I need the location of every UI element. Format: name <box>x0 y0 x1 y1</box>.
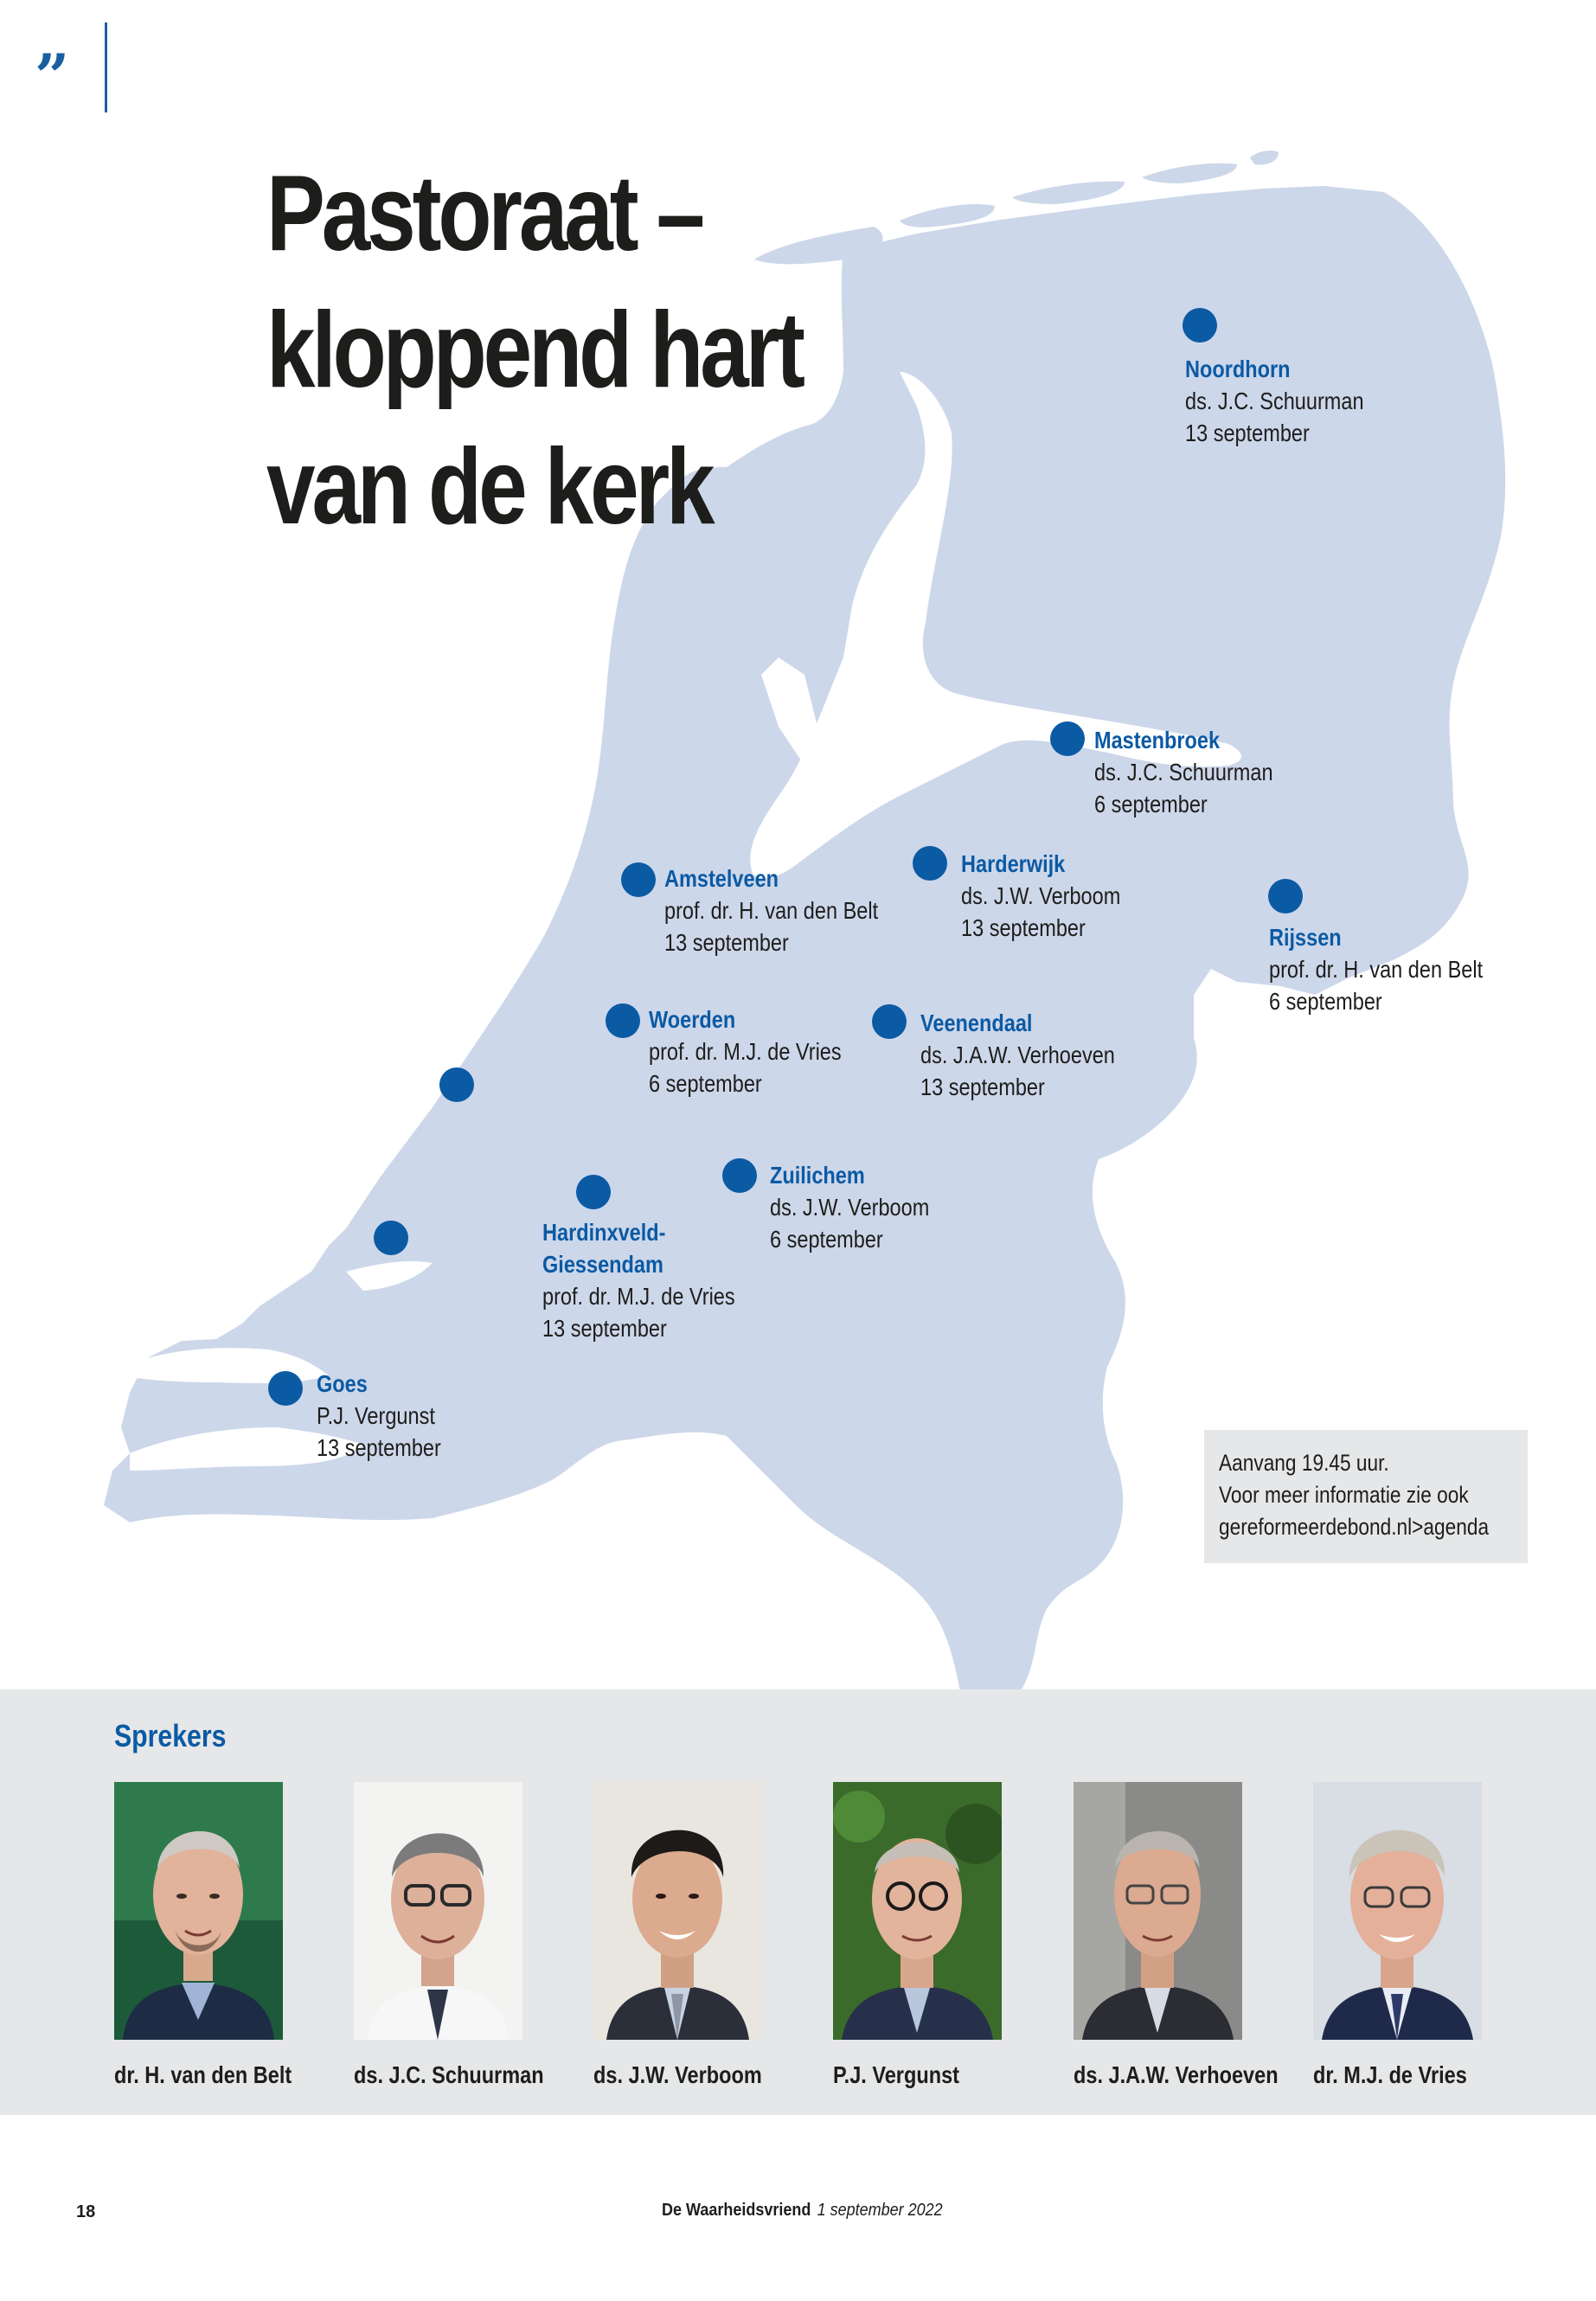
location-speaker: prof. dr. H. van den Belt <box>664 897 879 924</box>
speaker-name: P.J. Vergunst <box>833 2061 959 2088</box>
location-name: Harderwijk <box>961 850 1066 877</box>
info-link[interactable]: gereformeerdebond.nl>agenda <box>1219 1514 1490 1540</box>
speaker-photo <box>1074 1782 1242 2040</box>
speaker-name: ds. J.A.W. Verhoeven <box>1074 2061 1279 2088</box>
speaker-card <box>114 1782 292 2088</box>
location-name: Noordhorn <box>1185 356 1291 382</box>
speaker-card <box>833 1782 1002 2088</box>
location-marker-icon <box>872 1004 907 1039</box>
title-line-2: kloppend hart <box>266 291 802 410</box>
location-date: 6 september <box>1094 791 1208 817</box>
location-marker-icon <box>1050 721 1085 756</box>
location-marker-icon <box>268 1371 303 1406</box>
speaker-card <box>1313 1782 1482 2088</box>
location-marker-icon <box>576 1175 611 1209</box>
location-marker-icon <box>606 1003 640 1038</box>
speaker-card <box>354 1782 544 2088</box>
location-date: 13 september <box>1185 420 1310 446</box>
speaker-card <box>593 1782 762 2088</box>
location-date: 13 september <box>920 1074 1045 1100</box>
page-title <box>266 145 802 555</box>
speaker-name: dr. M.J. de Vries <box>1313 2061 1467 2088</box>
speaker-photo <box>114 1782 283 2040</box>
location-speaker: prof. dr. M.J. de Vries <box>542 1283 735 1310</box>
info-more-text: Voor meer informatie zie ook <box>1219 1482 1469 1508</box>
location-marker-icon <box>913 846 947 881</box>
location-date: 6 september <box>1269 988 1382 1015</box>
speaker-photo <box>833 1782 1002 2040</box>
location-marker-icon <box>621 862 656 897</box>
location-date: 13 september <box>317 1434 441 1461</box>
page-number: 18 <box>76 2202 96 2221</box>
location-speaker: prof. dr. M.J. de Vries <box>649 1038 842 1065</box>
location-marker-icon <box>439 1067 474 1102</box>
location-name: Rijssen <box>1269 924 1342 951</box>
speaker-name: dr. H. van den Belt <box>114 2061 292 2088</box>
publication-date: 1 september 2022 <box>817 2201 943 2220</box>
speaker-photo <box>593 1782 762 2040</box>
speaker-photo <box>1313 1782 1482 2040</box>
location-name: Woerden <box>649 1006 736 1033</box>
quote-mark-icon: ” <box>35 41 70 112</box>
location-speaker: ds. J.C. Schuurman <box>1185 388 1364 414</box>
location-date: 13 september <box>664 929 789 956</box>
location-name: Amstelveen <box>664 865 779 892</box>
location-name: Hardinxveld- <box>542 1219 666 1246</box>
location-name: Mastenbroek <box>1094 727 1221 753</box>
location-speaker: prof. dr. H. van den Belt <box>1269 956 1484 983</box>
info-box <box>1204 1430 1528 1563</box>
location-name: Veenendaal <box>920 1009 1033 1036</box>
location-marker-icon <box>1183 308 1217 343</box>
speakers-title: Sprekers <box>114 1718 227 1753</box>
title-line-3: van de kerk <box>266 427 712 547</box>
location-speaker: ds. J.W. Verboom <box>961 882 1121 909</box>
location-marker-icon <box>1268 879 1303 913</box>
location-name: Zuilichem <box>770 1162 865 1189</box>
publication-name: De Waarheidsvriend <box>662 2201 811 2220</box>
location-name-line-2: Giessendam <box>542 1251 663 1278</box>
title-line-1: Pastoraat – <box>266 154 702 273</box>
location-speaker: ds. J.W. Verboom <box>770 1194 930 1221</box>
location-name: Goes <box>317 1370 368 1397</box>
location-date: 13 september <box>542 1315 667 1342</box>
location-date: 13 september <box>961 914 1086 941</box>
publication-line <box>662 2201 943 2221</box>
speaker-photo <box>354 1782 522 2040</box>
info-start-time: Aanvang 19.45 uur. <box>1219 1450 1389 1476</box>
speaker-name: ds. J.C. Schuurman <box>354 2061 544 2088</box>
location-speaker: ds. J.A.W. Verhoeven <box>920 1042 1115 1068</box>
location-date: 6 september <box>770 1226 883 1253</box>
location-speaker: P.J. Vergunst <box>317 1402 435 1429</box>
location-marker-icon <box>722 1158 757 1193</box>
speaker-name: ds. J.W. Verboom <box>593 2061 762 2088</box>
speaker-card <box>1074 1782 1279 2088</box>
location-marker-icon <box>374 1221 408 1255</box>
location-date: 6 september <box>649 1070 762 1097</box>
location-speaker: ds. J.C. Schuurman <box>1094 759 1273 785</box>
